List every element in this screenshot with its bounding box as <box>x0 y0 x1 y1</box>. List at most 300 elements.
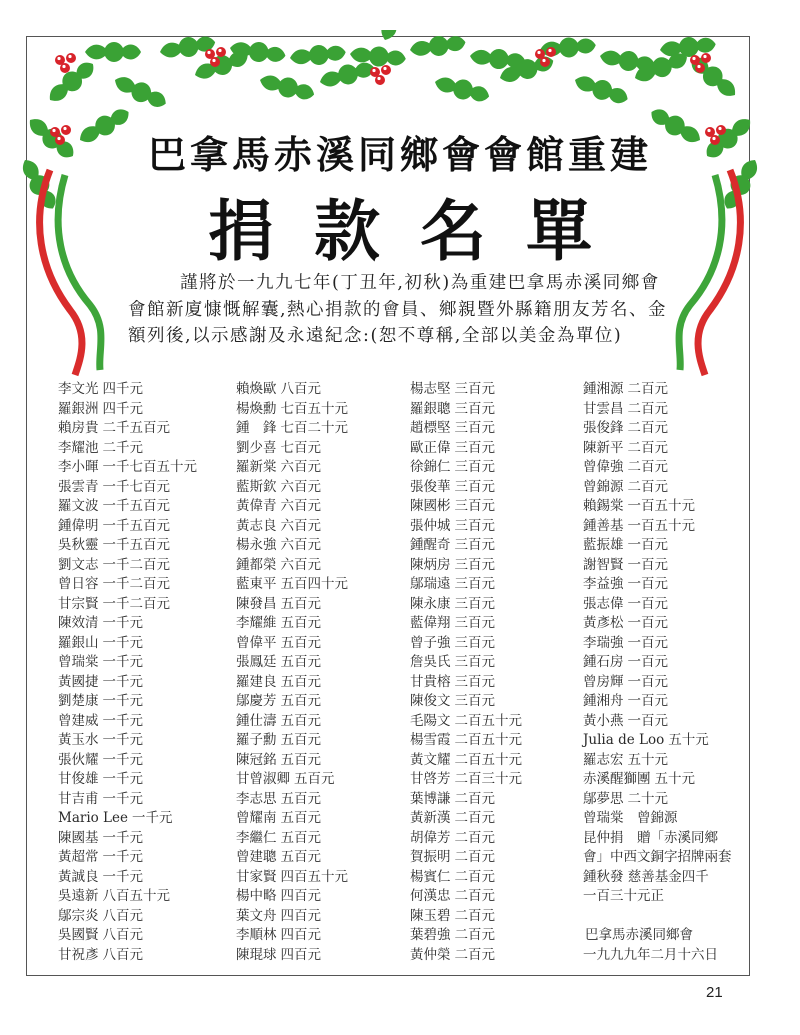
donation-amount: 一百元 <box>627 693 668 709</box>
donor-entry <box>583 653 732 673</box>
donor-entry <box>410 926 522 946</box>
donation-amount: 三百元 <box>454 381 495 397</box>
donor-entry <box>58 692 197 712</box>
donor-entry <box>410 868 522 888</box>
donor-name: 曾日容 <box>58 576 99 592</box>
signature-block <box>583 926 718 965</box>
donation-amount: 五百元 <box>280 810 321 826</box>
document-heading: 捐款名單 <box>208 192 632 270</box>
donor-entry <box>58 848 197 868</box>
donor-name: 曾耀南 <box>236 810 277 826</box>
donor-entry <box>410 575 522 595</box>
donor-name: 鍾湘舟 <box>583 693 624 709</box>
donation-amount: 二百元 <box>454 790 495 807</box>
donor-entry <box>58 536 197 556</box>
donor-name: 毛陽文 <box>410 712 451 729</box>
donation-amount: 八百五十元 <box>102 888 170 904</box>
donor-entry <box>236 712 348 732</box>
donor-entry <box>236 653 348 673</box>
donor-entry <box>236 809 348 829</box>
donor-name: 李繼仁 <box>236 829 277 846</box>
donation-amount: 一千五百元 <box>102 517 170 534</box>
donation-amount: 一千元 <box>102 693 143 709</box>
donor-name: 甘啓芳 <box>410 771 451 787</box>
donor-name: 楊永強 <box>236 537 277 553</box>
donor-entry <box>583 419 732 439</box>
donation-amount: 三百元 <box>454 556 495 573</box>
donor-name: 陳冠銘 <box>236 751 277 768</box>
donor-name: 甘貴榕 <box>410 673 451 690</box>
donation-amount: 一千元 <box>132 810 173 826</box>
donor-name: 何漢忠 <box>410 888 451 904</box>
donor-entry <box>236 556 348 576</box>
donation-amount: 五百四十元 <box>280 576 348 592</box>
donor-name: 賴房貴 <box>58 420 99 436</box>
donor-entry <box>236 595 348 615</box>
donor-name: 鍾偉明 <box>58 517 99 534</box>
donor-entry <box>58 673 197 693</box>
donation-amount: 一千七百五十元 <box>102 459 197 475</box>
donation-amount: 三百元 <box>454 654 495 670</box>
donor-entry <box>58 400 197 420</box>
donor-name: 鍾 鋒 <box>236 420 277 436</box>
donation-amount: 一千元 <box>102 712 143 729</box>
donor-name: 陳發昌 <box>236 595 277 612</box>
donation-amount: 一百元 <box>627 595 668 612</box>
donor-name: 藍東平 <box>236 576 277 592</box>
donor-entry <box>583 575 732 595</box>
donor-name: 甘俊雄 <box>58 771 99 787</box>
donor-entry <box>410 595 522 615</box>
donation-amount: 一千五百元 <box>102 537 170 553</box>
donation-amount: 八百元 <box>102 946 143 963</box>
donor-entry <box>58 478 197 498</box>
donor-entry <box>583 673 732 693</box>
donor-entry <box>58 907 197 927</box>
donor-name: 黃誠良 <box>58 868 99 885</box>
donation-amount: 五百元 <box>280 615 321 631</box>
donor-name: 藍偉翔 <box>410 615 451 631</box>
donor-entry <box>583 887 732 907</box>
donation-amount: 二百元 <box>454 849 495 865</box>
donor-entry <box>583 790 732 810</box>
donation-amount: 六百元 <box>280 498 321 514</box>
donor-entry <box>410 848 522 868</box>
donation-amount: 二百五十元 <box>454 732 522 748</box>
donor-entry <box>410 439 522 459</box>
donor-entry <box>583 868 732 888</box>
donation-amount: 一千二百元 <box>102 576 170 592</box>
donation-amount: 七百二十元 <box>280 420 348 436</box>
donor-entry <box>58 790 197 810</box>
donor-entry <box>236 536 348 556</box>
donor-name: 陳琨球 <box>236 946 277 963</box>
donor-name: 黃超常 <box>58 849 99 865</box>
donor-name: 鍾湘源 <box>583 381 624 397</box>
donor-entry <box>236 517 348 537</box>
donation-amount: 一百五十元 <box>627 498 695 514</box>
donation-amount: 三百元 <box>454 595 495 612</box>
donor-entry <box>410 653 522 673</box>
donor-entry <box>583 614 732 634</box>
donation-amount: 二百元 <box>627 381 668 397</box>
donation-amount: 一千元 <box>102 849 143 865</box>
donor-entry <box>236 887 348 907</box>
donor-name: 李耀池 <box>58 439 99 456</box>
donor-name: 吳秋靈 <box>58 537 99 553</box>
donation-amount: 二百元 <box>627 439 668 456</box>
donation-amount: 五百元 <box>280 634 321 651</box>
donor-name: 楊中略 <box>236 888 277 904</box>
donation-amount: 八百元 <box>102 927 143 943</box>
donation-amount: 四百元 <box>280 888 321 904</box>
donation-amount: 五百元 <box>294 771 335 787</box>
donation-amount: 二百元 <box>454 810 495 826</box>
donor-entry <box>583 712 732 732</box>
donor-column-4 <box>583 380 732 907</box>
donation-amount: 二百元 <box>627 478 668 495</box>
donation-amount: 五百元 <box>280 595 321 612</box>
donor-name: 吳國賢 <box>58 927 99 943</box>
donor-entry <box>583 751 732 771</box>
donor-name: 鍾善基 <box>583 517 624 534</box>
donor-entry <box>583 692 732 712</box>
donor-entry <box>58 712 197 732</box>
donor-entry <box>583 380 732 400</box>
donor-name: 張志偉 <box>583 595 624 612</box>
donation-amount: 六百元 <box>280 459 321 475</box>
donation-amount: 一百元 <box>627 634 668 651</box>
donor-entry <box>410 478 522 498</box>
document-title: 巴拿馬赤溪同鄉會會館重建 <box>147 132 652 177</box>
donor-name: 賴煥歐 <box>236 381 277 397</box>
donor-name: 劉文志 <box>58 556 99 573</box>
donation-amount: 二百元 <box>627 459 668 475</box>
donor-entry <box>58 497 197 517</box>
donor-entry <box>583 556 732 576</box>
signature-org: 巴拿馬赤溪同鄉會 <box>585 927 693 943</box>
donation-amount: 五十元 <box>668 732 709 748</box>
donation-amount: 三百元 <box>454 693 495 709</box>
donor-entry <box>410 419 522 439</box>
donation-amount: 五百元 <box>280 654 321 670</box>
donor-entry <box>410 790 522 810</box>
donor-entry <box>236 400 348 420</box>
donor-name: 曾錦源 <box>583 478 624 495</box>
donor-entry <box>583 770 732 790</box>
donor-name: 會」中西文銅字招牌兩套 <box>583 849 732 865</box>
donor-entry <box>58 887 197 907</box>
donor-name: 曾建聰 <box>236 849 277 865</box>
donor-entry <box>58 809 197 829</box>
donation-amount: 六百元 <box>280 478 321 495</box>
donor-name: 甘吉甫 <box>58 790 99 807</box>
donation-amount: 一千元 <box>102 829 143 846</box>
donation-amount: 三百元 <box>454 420 495 436</box>
donation-amount: 三百元 <box>454 439 495 456</box>
donation-amount: 二百元 <box>454 927 495 943</box>
donor-name: 胡偉芳 <box>410 829 451 846</box>
donor-entry <box>236 907 348 927</box>
donor-name: 張雲青 <box>58 478 99 495</box>
donation-amount: 四百元 <box>280 907 321 924</box>
donation-amount: 三百元 <box>454 478 495 495</box>
donor-name: 鍾秋發 慈善基金四千 <box>583 868 709 885</box>
donor-name: 羅子勳 <box>236 732 277 748</box>
donor-entry <box>583 595 732 615</box>
donation-amount: 五百元 <box>280 790 321 807</box>
donor-name: 謝智賢 <box>583 556 624 573</box>
donation-amount: 四千元 <box>102 381 143 397</box>
donor-entry <box>583 517 732 537</box>
donor-name: 黃小燕 <box>583 712 624 729</box>
donor-entry <box>410 692 522 712</box>
donation-amount: 一千元 <box>102 654 143 670</box>
donation-amount: 二百元 <box>454 829 495 846</box>
donor-name: Mario Lee <box>58 810 129 826</box>
donation-amount: 三百元 <box>454 634 495 651</box>
donor-entry <box>583 458 732 478</box>
donor-name: 藍斯欽 <box>236 478 277 495</box>
donor-entry <box>58 751 197 771</box>
donor-name: 鍾仕濤 <box>236 712 277 729</box>
donor-name: 李耀維 <box>236 615 277 631</box>
donor-entry <box>410 497 522 517</box>
donor-name: 曾子強 <box>410 634 451 651</box>
donor-entry <box>58 439 197 459</box>
donor-entry <box>236 380 348 400</box>
donor-name: 羅志宏 <box>583 751 624 768</box>
donor-entry <box>410 946 522 966</box>
donation-amount: 一百元 <box>627 556 668 573</box>
donor-entry <box>236 419 348 439</box>
donation-amount: 一千元 <box>102 771 143 787</box>
donor-entry <box>58 380 197 400</box>
donor-entry <box>236 692 348 712</box>
donor-entry <box>583 731 732 751</box>
donation-amount: 一百元 <box>627 654 668 670</box>
donation-amount: 一千二百元 <box>102 595 170 612</box>
donor-name: 賀振明 <box>410 849 451 865</box>
donor-name: 羅銀聰 <box>410 400 451 417</box>
donation-amount: 三百元 <box>454 615 495 631</box>
donor-entry <box>410 614 522 634</box>
donor-entry <box>236 751 348 771</box>
donor-name: 一百三十元正 <box>583 888 664 904</box>
donor-entry <box>58 595 197 615</box>
donor-name: 羅新棠 <box>236 459 277 475</box>
donation-amount: 一千五百元 <box>102 498 170 514</box>
donation-amount: 二百元 <box>454 907 495 924</box>
donor-name: 甘家賢 <box>236 868 277 885</box>
donor-name: 陳國彬 <box>410 498 451 514</box>
donation-amount: 八百元 <box>102 907 143 924</box>
donation-amount: 二百元 <box>454 946 495 963</box>
donor-name: 藍振雄 <box>583 537 624 553</box>
donor-name: 李順林 <box>236 927 277 943</box>
donor-entry <box>58 458 197 478</box>
donor-entry <box>583 848 732 868</box>
donation-amount: 一千元 <box>102 673 143 690</box>
donor-entry <box>583 478 732 498</box>
donation-amount: 三百元 <box>454 498 495 514</box>
donor-name: Julia de Loo <box>583 732 665 748</box>
donation-amount: 二百三十元 <box>454 771 522 787</box>
donor-name: 黃志良 <box>236 517 277 534</box>
donor-entry <box>583 809 732 829</box>
donor-name: 楊雪霞 <box>410 732 451 748</box>
donor-name: 楊志堅 <box>410 381 451 397</box>
donor-name: 劉少喜 <box>236 439 277 456</box>
donor-entry <box>583 439 732 459</box>
donor-entry <box>410 380 522 400</box>
donor-name: 鄔慶芳 <box>236 693 277 709</box>
donation-amount: 五百元 <box>280 712 321 729</box>
donation-amount: 七百五十元 <box>280 400 348 417</box>
donor-entry <box>410 907 522 927</box>
donor-entry <box>236 731 348 751</box>
donor-name: 曾偉平 <box>236 634 277 651</box>
donor-entry <box>410 400 522 420</box>
donor-name: 楊煥勳 <box>236 400 277 417</box>
donor-name: 吳遠新 <box>58 888 99 904</box>
donation-amount: 一千七百元 <box>102 478 170 495</box>
donor-entry <box>236 478 348 498</box>
donor-entry <box>236 926 348 946</box>
donor-name: 陳國基 <box>58 829 99 846</box>
donation-amount: 二百元 <box>627 420 668 436</box>
donor-entry <box>410 887 522 907</box>
donor-name: 鍾石房 <box>583 654 624 670</box>
donor-name: 葉碧強 <box>410 927 451 943</box>
donor-entry <box>583 497 732 517</box>
donor-entry <box>58 946 197 966</box>
donation-amount: 四百元 <box>280 927 321 943</box>
donor-name: 陳新平 <box>583 439 624 456</box>
donor-name: 徐錦仁 <box>410 459 451 475</box>
donation-amount: 二十元 <box>627 790 668 807</box>
donor-entry <box>58 926 197 946</box>
donor-name: 葉博謙 <box>410 790 451 807</box>
donor-name: 鍾醒奇 <box>410 537 451 553</box>
donor-name: 黃彥松 <box>583 615 624 631</box>
donor-name: 羅文波 <box>58 498 99 514</box>
donor-entry <box>236 497 348 517</box>
donor-entry <box>58 614 197 634</box>
donor-column-1 <box>58 380 197 965</box>
page-number: 21 <box>706 984 723 1001</box>
donor-entry <box>236 770 348 790</box>
donation-amount: 三百元 <box>454 459 495 475</box>
donor-name: 羅銀洲 <box>58 400 99 417</box>
donor-name: 黃新漢 <box>410 810 451 826</box>
donor-name: 趙標堅 <box>410 420 451 436</box>
donor-entry <box>410 712 522 732</box>
donor-name: 劉楚康 <box>58 693 99 709</box>
signature-date: 一九九九年二月十六日 <box>583 946 718 963</box>
donor-name: 甘祝彥 <box>58 946 99 963</box>
donation-amount: 一百元 <box>627 576 668 592</box>
donor-entry <box>583 400 732 420</box>
donor-entry <box>236 829 348 849</box>
donation-amount: 五百元 <box>280 732 321 748</box>
donor-name: 黃國捷 <box>58 673 99 690</box>
donor-name: 張伙耀 <box>58 751 99 768</box>
donation-amount: 二百五十元 <box>454 751 522 768</box>
donation-amount: 三百元 <box>454 673 495 690</box>
donor-entry <box>410 517 522 537</box>
donor-entry <box>236 634 348 654</box>
donation-amount: 五百元 <box>280 673 321 690</box>
donor-entry <box>410 809 522 829</box>
donor-entry <box>236 458 348 478</box>
donation-amount: 一百元 <box>627 537 668 553</box>
donor-entry <box>410 556 522 576</box>
donor-name: 鄔瑞遠 <box>410 576 451 592</box>
donor-name: 甘雲昌 <box>583 400 624 417</box>
donor-entry <box>410 829 522 849</box>
donor-name: 陳炳房 <box>410 556 451 573</box>
donation-amount: 六百元 <box>280 556 321 573</box>
donation-amount: 一百五十元 <box>627 517 695 534</box>
donation-amount: 二千五百元 <box>102 420 170 436</box>
donor-entry <box>583 536 732 556</box>
donor-entry <box>410 458 522 478</box>
donor-entry <box>58 556 197 576</box>
donor-entry <box>236 946 348 966</box>
donation-amount: 四千元 <box>102 400 143 417</box>
donor-name: 李益強 <box>583 576 624 592</box>
donation-amount: 三百元 <box>454 400 495 417</box>
donor-entry <box>58 770 197 790</box>
donor-name: 張鳳廷 <box>236 654 277 670</box>
donor-name: 李文光 <box>58 381 99 397</box>
donation-amount: 五百元 <box>280 849 321 865</box>
donation-amount: 二千元 <box>102 439 143 456</box>
donor-name: 曾瑞棠 曾錦源 <box>583 810 678 826</box>
donor-column-3 <box>410 380 522 965</box>
donor-name: 黃玉水 <box>58 732 99 748</box>
donor-entry <box>410 536 522 556</box>
donor-entry <box>410 751 522 771</box>
donor-column-2 <box>236 380 348 965</box>
donation-amount: 一百元 <box>627 673 668 690</box>
donor-entry <box>58 829 197 849</box>
donor-name: 陳俊文 <box>410 693 451 709</box>
donor-name: 赤溪醒獅團 <box>583 771 651 787</box>
donation-amount: 五百元 <box>280 751 321 768</box>
donor-name: 黃文耀 <box>410 751 451 768</box>
donation-amount: 八百元 <box>280 381 321 397</box>
donor-entry <box>583 634 732 654</box>
intro-paragraph: 謹將於一九九七年(丁丑年,初秋)為重建巴拿馬赤溪同鄉會會館新廈慷慨解囊,熱心捐款的會員、鄉親暨外縣籍朋友芳名、金額列後,以示感謝及永遠紀念:(恕不尊稱,全部以美金為單位) <box>128 273 668 346</box>
donation-amount: 二百元 <box>627 400 668 417</box>
donor-entry <box>58 731 197 751</box>
donation-amount: 一千元 <box>102 615 143 631</box>
donor-entry <box>410 634 522 654</box>
donor-name: 鄔夢思 <box>583 790 624 807</box>
donor-name: 鄔宗炎 <box>58 907 99 924</box>
donor-entry <box>58 634 197 654</box>
donor-entry <box>58 653 197 673</box>
donor-name: 曾偉強 <box>583 459 624 475</box>
donor-name: 羅銀山 <box>58 634 99 651</box>
donation-amount: 五十元 <box>654 771 695 787</box>
donor-name: 張仲城 <box>410 517 451 534</box>
donor-entry <box>236 848 348 868</box>
donor-entry <box>58 868 197 888</box>
donation-amount: 一千二百元 <box>102 556 170 573</box>
